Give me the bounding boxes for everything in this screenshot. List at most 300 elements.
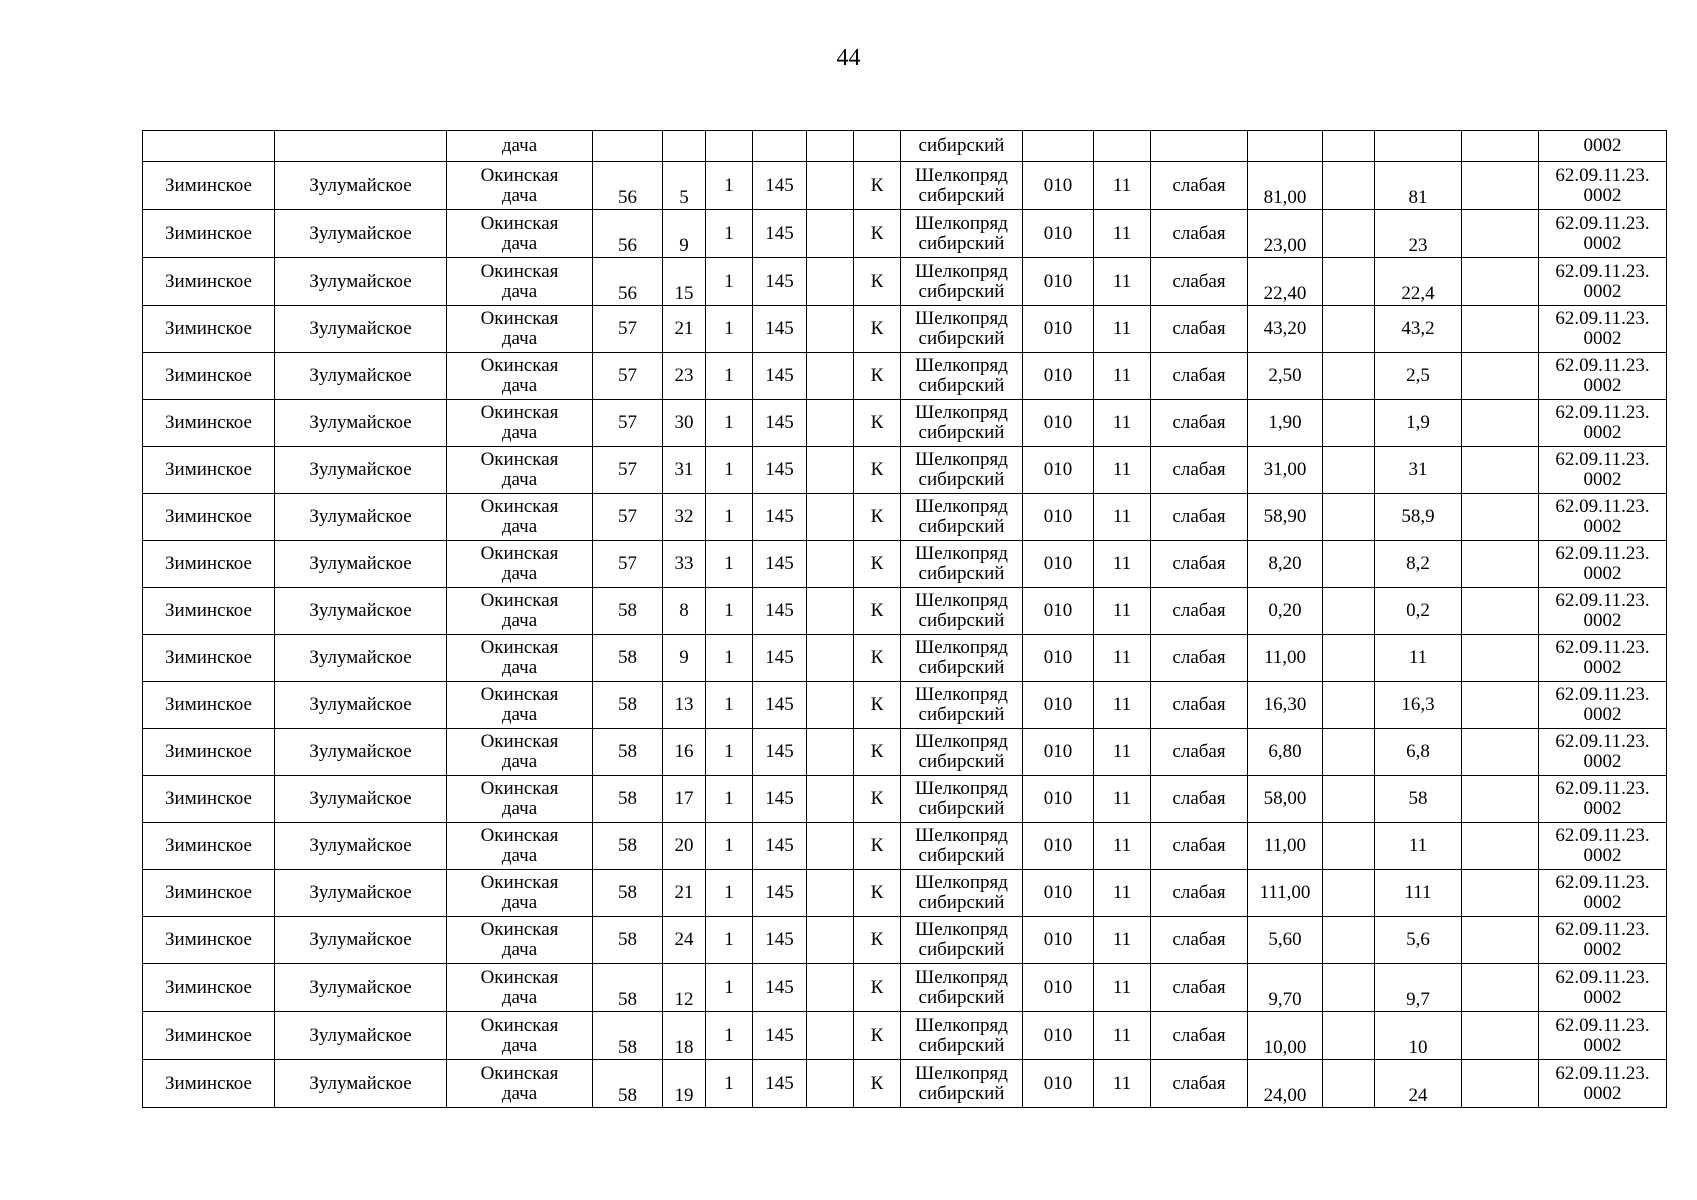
block-cell: 56 [593,210,663,258]
species-cell: К [854,494,901,541]
quarter-line-2: дача [501,845,538,866]
pest-line-1: Шелкопряд [915,1014,1008,1036]
table-row [143,682,1667,729]
area-cell: 8,20 [1248,541,1323,588]
block-cell: 58 [593,635,663,682]
pest-line-2: сибирский [918,704,1005,725]
quarter-cell [447,823,593,870]
col-7-cell [1462,870,1539,917]
section-cell: 24 [663,917,706,964]
district-cell: Зулумайское [275,494,447,541]
pest-cell [901,541,1023,588]
table-row [143,776,1667,823]
col-6-cell [1323,258,1375,306]
table-row [143,588,1667,635]
col-3-cell [807,258,854,306]
quarter-line-2: дача [501,280,538,302]
code-line-2: 0002 [1583,939,1622,960]
pest-line-1: Шелкопряд [915,543,1008,564]
col-2-cell: 145 [753,541,807,588]
area-cell: 111,00 [1248,870,1323,917]
col-5-cell: 11 [1094,729,1151,776]
quarter-line-1: Окинская [480,1062,559,1084]
pest-cell [901,917,1023,964]
code-line-1: 62.09.11.23. [1555,1014,1650,1036]
pest-line-2: сибирский [918,422,1005,443]
code-cell [1539,353,1667,400]
col-4-cell: 010 [1023,917,1094,964]
forest-pest-table [142,130,1667,1108]
quarter-cell [447,447,593,494]
pest-line-1: Шелкопряд [915,590,1008,611]
quarter-cell [447,210,593,258]
section-cell: 17 [663,776,706,823]
pest-line-2: сибирский [918,892,1005,913]
pest-line-2: сибирский [918,986,1005,1008]
pest-line-1: Шелкопряд [915,684,1008,705]
pest-line-1: Шелкопряд [915,449,1008,470]
quarter-line-1: Окинская [480,637,559,658]
species-cell: К [854,870,901,917]
code-line-1: 62.09.11.23. [1555,684,1650,705]
col-7-cell [1462,210,1539,258]
area-cell: 9,70 [1248,964,1323,1012]
quarter-cell [447,400,593,447]
forestry-cell: Зиминское [143,447,275,494]
quarter-cell [447,729,593,776]
col-5-cell: 11 [1094,162,1151,210]
col-4-cell: 010 [1023,210,1094,258]
table-row [143,1012,1667,1060]
quarter-cell [447,1060,593,1108]
code-line-2: 0002 [1583,704,1622,725]
pest-line-2: сибирский [918,657,1005,678]
quarter-line-2: дача [501,892,538,913]
quarter-cell [447,917,593,964]
col-6-cell [1323,400,1375,447]
pest-cell [901,635,1023,682]
area-cell: 6,80 [1248,729,1323,776]
col-7-cell [1462,917,1539,964]
code-cell [1539,447,1667,494]
page-number: 44 [836,45,861,71]
col-3-cell [807,776,854,823]
pest-line-2: сибирский [918,1034,1005,1056]
code-line-1: 62.09.11.23. [1555,778,1650,799]
col-3-cell [807,162,854,210]
forestry-cell: Зиминское [143,541,275,588]
col-6-cell [1323,541,1375,588]
code-line-2: 0002 [1583,1034,1622,1056]
pest-cell [901,494,1023,541]
area-cell: 58,00 [1248,776,1323,823]
quarter-cell [447,353,593,400]
code-cell [1539,682,1667,729]
col-5-cell: 11 [1094,964,1151,1012]
code-line-1: 62.09.11.23. [1555,872,1650,893]
col-2-cell: 145 [753,447,807,494]
pest-cell [901,776,1023,823]
district-cell: Зулумайское [275,306,447,353]
col-7-cell [1462,635,1539,682]
code-cell [1539,917,1667,964]
area-cell: 1,90 [1248,400,1323,447]
col-4-cell: 010 [1023,447,1094,494]
col-3-cell [807,447,854,494]
table-row [143,917,1667,964]
district-cell: Зулумайское [275,162,447,210]
forestry-cell: Зиминское [143,162,275,210]
col-2-cell: 145 [753,494,807,541]
col-6-cell [1323,870,1375,917]
species-cell: К [854,1060,901,1108]
pest-cell [901,162,1023,210]
pest-line-2: сибирский [918,184,1005,206]
code-line-2: 0002 [1583,798,1622,819]
col-1-cell: 1 [706,870,753,917]
pest-line-1: Шелкопряд [915,637,1008,658]
code-cell [1539,162,1667,210]
pest-line-2: сибирский [918,845,1005,866]
code-line-1: 62.09.11.23. [1555,543,1650,564]
district-cell: Зулумайское [275,1060,447,1108]
quarter-line-1: Окинская [480,966,559,988]
code-line-2: 0002 [1583,422,1622,443]
quarter-line-2: дача [501,516,538,537]
col-1-cell: 1 [706,635,753,682]
col-3-cell [807,541,854,588]
quarter-line-2: дача [501,184,538,206]
area-cell: 81,00 [1248,162,1323,210]
code-tail-cell: 0002 [1539,131,1667,162]
forestry-cell: Зиминское [143,682,275,729]
pest-line-1: Шелкопряд [915,355,1008,376]
col-4-cell: 010 [1023,400,1094,447]
degree-cell: слабая [1151,870,1248,917]
quarter-cell [447,258,593,306]
col-5-cell: 11 [1094,917,1151,964]
col-3-cell [807,682,854,729]
section-cell: 16 [663,729,706,776]
block-cell: 58 [593,588,663,635]
code-line-2: 0002 [1583,375,1622,396]
area-cell: 22,40 [1248,258,1323,306]
code-line-2: 0002 [1583,845,1622,866]
section-cell: 9 [663,635,706,682]
quarter-line-1: Окинская [480,449,559,470]
forestry-cell: Зиминское [143,258,275,306]
degree-cell: слабая [1151,258,1248,306]
block-cell: 56 [593,162,663,210]
code-line-1: 62.09.11.23. [1555,731,1650,752]
col-5-cell: 11 [1094,1060,1151,1108]
forestry-cell: Зиминское [143,1012,275,1060]
quarter-line-1: Окинская [480,496,559,517]
area2-cell: 8,2 [1375,541,1462,588]
col-3-cell [807,823,854,870]
area2-cell: 11 [1375,635,1462,682]
area-cell: 23,00 [1248,210,1323,258]
code-line-1: 62.09.11.23. [1555,637,1650,658]
quarter-line-2: дача [501,939,538,960]
quarter-line-2: дача [501,422,538,443]
pest-cell [901,258,1023,306]
pest-line-1: Шелкопряд [915,308,1008,329]
block-cell: 57 [593,400,663,447]
code-line-2: 0002 [1583,328,1622,349]
col-5-cell: 11 [1094,447,1151,494]
col-6-cell [1323,635,1375,682]
col-7-cell [1462,162,1539,210]
section-cell: 21 [663,306,706,353]
degree-cell: слабая [1151,823,1248,870]
code-line-2: 0002 [1583,232,1622,254]
col-1-cell: 1 [706,400,753,447]
col-6-cell [1323,1012,1375,1060]
quarter-cell [447,588,593,635]
code-line-2: 0002 [1583,751,1622,772]
forestry-cell: Зиминское [143,635,275,682]
section-cell: 20 [663,823,706,870]
species-cell: К [854,776,901,823]
quarter-line-2: дача [501,986,538,1008]
district-cell: Зулумайское [275,729,447,776]
code-line-1: 62.09.11.23. [1555,449,1650,470]
code-cell [1539,258,1667,306]
col-3-cell [807,494,854,541]
code-cell [1539,870,1667,917]
quarter-line-2: дача [501,704,538,725]
col-1-cell: 1 [706,258,753,306]
species-cell: К [854,400,901,447]
species-cell: К [854,210,901,258]
species-cell: К [854,541,901,588]
quarter-cell [447,870,593,917]
degree-cell: слабая [1151,1012,1248,1060]
pest-line-2: сибирский [918,751,1005,772]
code-cell [1539,588,1667,635]
degree-cell: слабая [1151,588,1248,635]
col-7-cell [1462,682,1539,729]
section-cell: 18 [663,1012,706,1060]
forestry-cell: Зиминское [143,306,275,353]
pest-line-2: сибирский [918,328,1005,349]
col-5-cell: 11 [1094,776,1151,823]
quarter-line-1: Окинская [480,308,559,329]
quarter-line-1: Окинская [480,731,559,752]
degree-cell: слабая [1151,400,1248,447]
block-cell: 58 [593,776,663,823]
col-4-cell: 010 [1023,588,1094,635]
section-cell: 33 [663,541,706,588]
area2-cell: 2,5 [1375,353,1462,400]
quarter-line-2: дача [501,1034,538,1056]
col-4-cell: 010 [1023,964,1094,1012]
district-cell: Зулумайское [275,258,447,306]
col-7-cell [1462,823,1539,870]
code-line-2: 0002 [1583,516,1622,537]
col-4-cell: 010 [1023,258,1094,306]
forestry-cell: Зиминское [143,1060,275,1108]
code-line-1: 62.09.11.23. [1555,919,1650,940]
section-cell: 5 [663,162,706,210]
code-line-1: 62.09.11.23. [1555,966,1650,988]
pest-line-1: Шелкопряд [915,919,1008,940]
pest-cell [901,1060,1023,1108]
area2-cell: 58 [1375,776,1462,823]
col-4-cell: 010 [1023,162,1094,210]
block-cell: 58 [593,729,663,776]
area-cell: 0,20 [1248,588,1323,635]
col-3-cell [807,917,854,964]
col-7-cell [1462,400,1539,447]
col-1-cell: 1 [706,494,753,541]
col-5-cell: 11 [1094,541,1151,588]
species-cell: К [854,306,901,353]
district-cell: Зулумайское [275,776,447,823]
col-1-cell: 1 [706,776,753,823]
col-2-cell: 145 [753,588,807,635]
species-cell: К [854,162,901,210]
code-line-1: 62.09.11.23. [1555,308,1650,329]
table-row [143,353,1667,400]
degree-cell: слабая [1151,494,1248,541]
block-cell: 58 [593,682,663,729]
code-line-2: 0002 [1583,184,1622,206]
area2-cell: 0,2 [1375,588,1462,635]
area2-cell: 43,2 [1375,306,1462,353]
col-4-cell: 010 [1023,823,1094,870]
forestry-cell: Зиминское [143,870,275,917]
pest-line-1: Шелкопряд [915,212,1008,234]
block-cell: 58 [593,917,663,964]
code-line-1: 62.09.11.23. [1555,825,1650,846]
col-2-cell: 145 [753,635,807,682]
col-1-cell: 1 [706,729,753,776]
col-4-cell: 010 [1023,353,1094,400]
col-4-cell: 010 [1023,306,1094,353]
code-line-1: 62.09.11.23. [1555,590,1650,611]
col-2-cell: 145 [753,682,807,729]
quarter-tail-cell: дача [447,131,593,162]
table-row [143,635,1667,682]
col-3-cell [807,729,854,776]
district-cell: Зулумайское [275,210,447,258]
col-5-cell: 11 [1094,400,1151,447]
col-6-cell [1323,588,1375,635]
code-cell [1539,306,1667,353]
district-cell: Зулумайское [275,682,447,729]
pest-cell [901,964,1023,1012]
table-row [143,447,1667,494]
district-cell: Зулумайское [275,964,447,1012]
area2-cell: 16,3 [1375,682,1462,729]
table-row [143,964,1667,1012]
section-cell: 32 [663,494,706,541]
area2-cell: 81 [1375,162,1462,210]
pest-line-1: Шелкопряд [915,825,1008,846]
col-7-cell [1462,306,1539,353]
code-cell [1539,823,1667,870]
quarter-cell [447,635,593,682]
species-cell: К [854,729,901,776]
code-line-1: 62.09.11.23. [1555,496,1650,517]
pest-cell [901,210,1023,258]
code-cell [1539,400,1667,447]
section-cell: 19 [663,1060,706,1108]
col-4-cell: 010 [1023,1060,1094,1108]
col-1-cell: 1 [706,447,753,494]
table-row [143,870,1667,917]
district-cell: Зулумайское [275,447,447,494]
section-cell: 8 [663,588,706,635]
forestry-cell: Зиминское [143,729,275,776]
district-cell: Зулумайское [275,353,447,400]
forestry-cell: Зиминское [143,823,275,870]
pest-line-1: Шелкопряд [915,164,1008,186]
quarter-line-1: Окинская [480,919,559,940]
col-1-cell: 1 [706,964,753,1012]
col-4-cell: 010 [1023,870,1094,917]
area-cell: 5,60 [1248,917,1323,964]
col-2-cell: 145 [753,306,807,353]
forestry-cell: Зиминское [143,353,275,400]
area2-cell: 24 [1375,1060,1462,1108]
code-line-1: 62.09.11.23. [1555,212,1650,234]
col-7-cell [1462,541,1539,588]
species-cell: К [854,917,901,964]
pest-line-2: сибирский [918,516,1005,537]
pest-tail-cell: сибирский [901,131,1023,162]
col-7-cell [1462,1012,1539,1060]
pest-cell [901,870,1023,917]
col-1-cell: 1 [706,210,753,258]
degree-cell: слабая [1151,210,1248,258]
quarter-line-1: Окинская [480,212,559,234]
col-1-cell: 1 [706,541,753,588]
col-3-cell [807,210,854,258]
species-cell: К [854,258,901,306]
code-line-2: 0002 [1583,1082,1622,1104]
district-cell: Зулумайское [275,823,447,870]
section-cell: 12 [663,964,706,1012]
area-cell: 10,00 [1248,1012,1323,1060]
col-1-cell: 1 [706,588,753,635]
col-1-cell: 1 [706,306,753,353]
quarter-line-2: дача [501,751,538,772]
area2-cell: 6,8 [1375,729,1462,776]
col-5-cell: 11 [1094,823,1151,870]
quarter-cell [447,1012,593,1060]
block-cell: 58 [593,1060,663,1108]
col-2-cell: 145 [753,776,807,823]
table-row [143,541,1667,588]
code-line-2: 0002 [1583,280,1622,302]
quarter-line-1: Окинская [480,872,559,893]
area-cell: 58,90 [1248,494,1323,541]
area-cell: 24,00 [1248,1060,1323,1108]
species-cell: К [854,353,901,400]
degree-cell: слабая [1151,353,1248,400]
area2-cell: 111 [1375,870,1462,917]
col-6-cell [1323,682,1375,729]
col-5-cell: 11 [1094,494,1151,541]
area2-cell: 5,6 [1375,917,1462,964]
table-row [143,1060,1667,1108]
col-2-cell: 145 [753,258,807,306]
quarter-cell [447,306,593,353]
col-2-cell: 145 [753,964,807,1012]
